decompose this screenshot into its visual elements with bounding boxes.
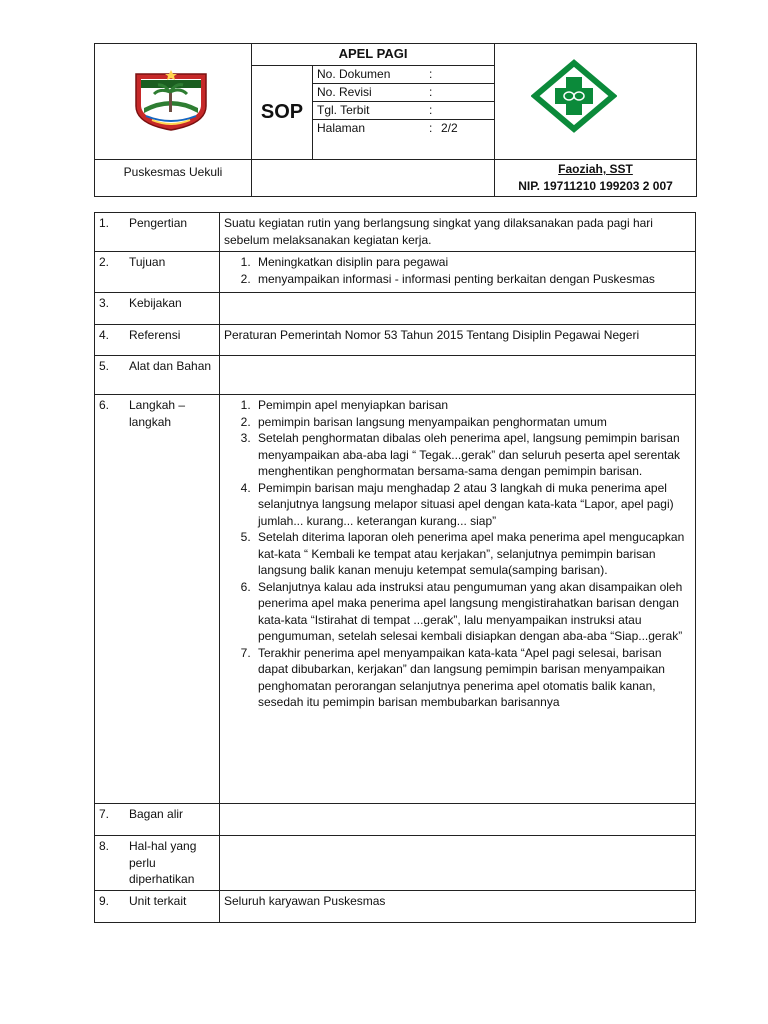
meta-frame (313, 66, 495, 160)
meta-row: No. Dokumen : (313, 66, 494, 84)
table-row: 7. Bagan alir (95, 804, 696, 836)
list-item: 2. pemimpin barisan langsung menyampaikan penghormatan umum (254, 414, 691, 431)
row-content: Peraturan Pemerintah Nomor 53 Tahun 2015 Tentang Disiplin Pegawai Negeri (220, 325, 696, 356)
table-row: 8. Hal-hal yang perlu diperhatikan (95, 836, 696, 891)
row-content: Suatu kegiatan rutin yang berlangsung singkat yang dilaksanakan pada pagi hari sebelum melaksanakan kegiatan kerja. (220, 213, 696, 252)
meta-row: Halaman : 2/2 (317, 121, 458, 135)
table-row: 4. Referensi Peraturan Pemerintah Nomor 53 Tahun 2015 Tentang Disiplin Pegawai Negeri (95, 325, 696, 356)
row-content (220, 293, 696, 325)
table-row: 5. Alat dan Bahan (95, 356, 696, 395)
list-item: 2. menyampaikan informasi - informasi penting berkaitan dengan Puskesmas (254, 271, 691, 288)
sop-table (94, 212, 696, 923)
meta-row: No. Revisi : (313, 84, 494, 102)
purpose-list (224, 254, 691, 287)
list-item: 3. Setelah penghormatan dibalas oleh penerima apel, langsung pemimpin barisan menyampaikan aba-aba lagi “ Tegak...gerak” dan seluruh peserta apel serentak menghentikan penghormatan bersama-sama dengan pemimpin barisan. (254, 430, 691, 480)
signer-nip: NIP. 19711210 199203 2 007 (518, 179, 673, 193)
left-logo-cell (95, 44, 252, 160)
signer-name: Faoziah, SST (558, 162, 633, 176)
row-content (220, 252, 696, 293)
table-row: 9. Unit terkait Seluruh karyawan Puskesmas (95, 890, 696, 922)
row-content (220, 804, 696, 836)
org-name: Puskesmas Uekuli (95, 160, 252, 196)
document-title: APEL PAGI (252, 44, 495, 66)
puskesmas-logo (531, 59, 617, 133)
list-item: 1. Meningkatkan disiplin para pegawai (254, 254, 691, 271)
regency-emblem-logo (132, 68, 210, 132)
list-item: 7. Terakhir penerima apel menyampaikan kata-kata “Apel pagi selesai, barisan dapat dibubarkan, kerjakan” dan langsung pemimpin barisan menyampaikan penghomatan perorangan selanjutnya penerima apel otomatis balik kanan, sesedah itu pemimpin barisan membubarkan barisannya (254, 645, 691, 711)
row-content: Seluruh karyawan Puskesmas (220, 890, 696, 922)
table-row: 2. Tujuan 1. Meningkatkan disiplin para pegawai 2. menyampaikan informasi - informasi penting berkaitan dengan Puskesmas (95, 252, 696, 293)
list-item: 1. Pemimpin apel menyiapkan barisan (254, 397, 691, 414)
meta-row: Tgl. Terbit : (313, 102, 494, 120)
list-item: 6. Selanjutnya kalau ada instruksi atau pengumuman yang akan disampaikan oleh penerima apel maka penerima apel langsung mengistirahatkan barisan dengan kata-kata “Istirahat di tempat ...gerak”, lalu menyampaikan instruksi atau pengumuman, setelah selesai kembali disiapkan dengan aba-aba “Siap...gerak” (254, 579, 691, 645)
table-row: 1. Pengertian Suatu kegiatan rutin yang berlangsung singkat yang dilaksanakan pada pagi hari sebelum melaksanakan kegiatan kerja. (95, 213, 696, 252)
row-content (220, 356, 696, 395)
blank-cell (252, 160, 495, 196)
list-item: 4. Pemimpin barisan maju menghadap 2 atau 3 langkah di muka penerima apel selanjutnya langsung melapor situasi apel dengan kata-kata “Lapor, apel pagi) jumlah... kurang... keterangan kurang... siap” (254, 480, 691, 530)
list-item: 5. Setelah diterima laporan oleh penerima apel maka penerima apel mengucapkan kat-kata “ Kembali ke tempat atau kerjakan”, selanjutnya pemimpin barisan langsung balik kanan menuju ketempat semula(samping barisan). (254, 529, 691, 579)
sop-label: SOP (252, 66, 313, 160)
signer-block (495, 160, 696, 196)
steps-list (224, 397, 691, 711)
row-content (220, 836, 696, 891)
row-content (220, 395, 696, 804)
table-row: 6. Langkah – langkah 1. Pemimpin apel menyiapkan barisan 2. pemimpin barisan langsung menyampaikan penghormatan umum 3. Setelah penghormatan dibalas oleh penerima apel, langsung pemimpin barisan menyampaikan aba-aba lagi “ Tegak...gerak” dan seluruh peserta apel serentak menghentikan penghormatan bersama-sama dengan pemimpin barisan. 4. Pemimpin barisan maju menghadap 2 atau 3 langkah di muka penerima apel selanjutnya langsung melapor situasi apel dengan kata-kata “Lapor, apel pagi) jumlah... kurang... keterangan kurang... siap” 5. Setelah diterima laporan oleh penerima apel maka penerima apel mengucapkan kat-kata “ Kembali ke tempat atau kerjakan”, selanjutnya pemimpin barisan langsung balik kanan menuju ketempat semula(samping barisan). 6. Selanjutnya kalau ada instruksi atau pengumuman yang akan disampaikan oleh penerima apel maka penerima apel langsung mengistirahatkan barisan dengan kata-kata “Istirahat di tempat ...gerak”, lalu menyampaikan instruksi atau pengumuman, setelah selesai kembali disiapkan dengan aba-aba “Siap...gerak” 7. Terakhir penerima apel menyampaikan kata-kata “Apel pagi selesai, barisan dapat dibubarkan, kerjakan” dan langsung pemimpin barisan menyampaikan penghomatan perorangan selanjutnya penerima apel otomatis balik kanan, sesedah itu pemimpin barisan membubarkan barisannya (95, 395, 696, 804)
right-logo-cell (495, 44, 696, 160)
table-row: 3. Kebijakan (95, 293, 696, 325)
